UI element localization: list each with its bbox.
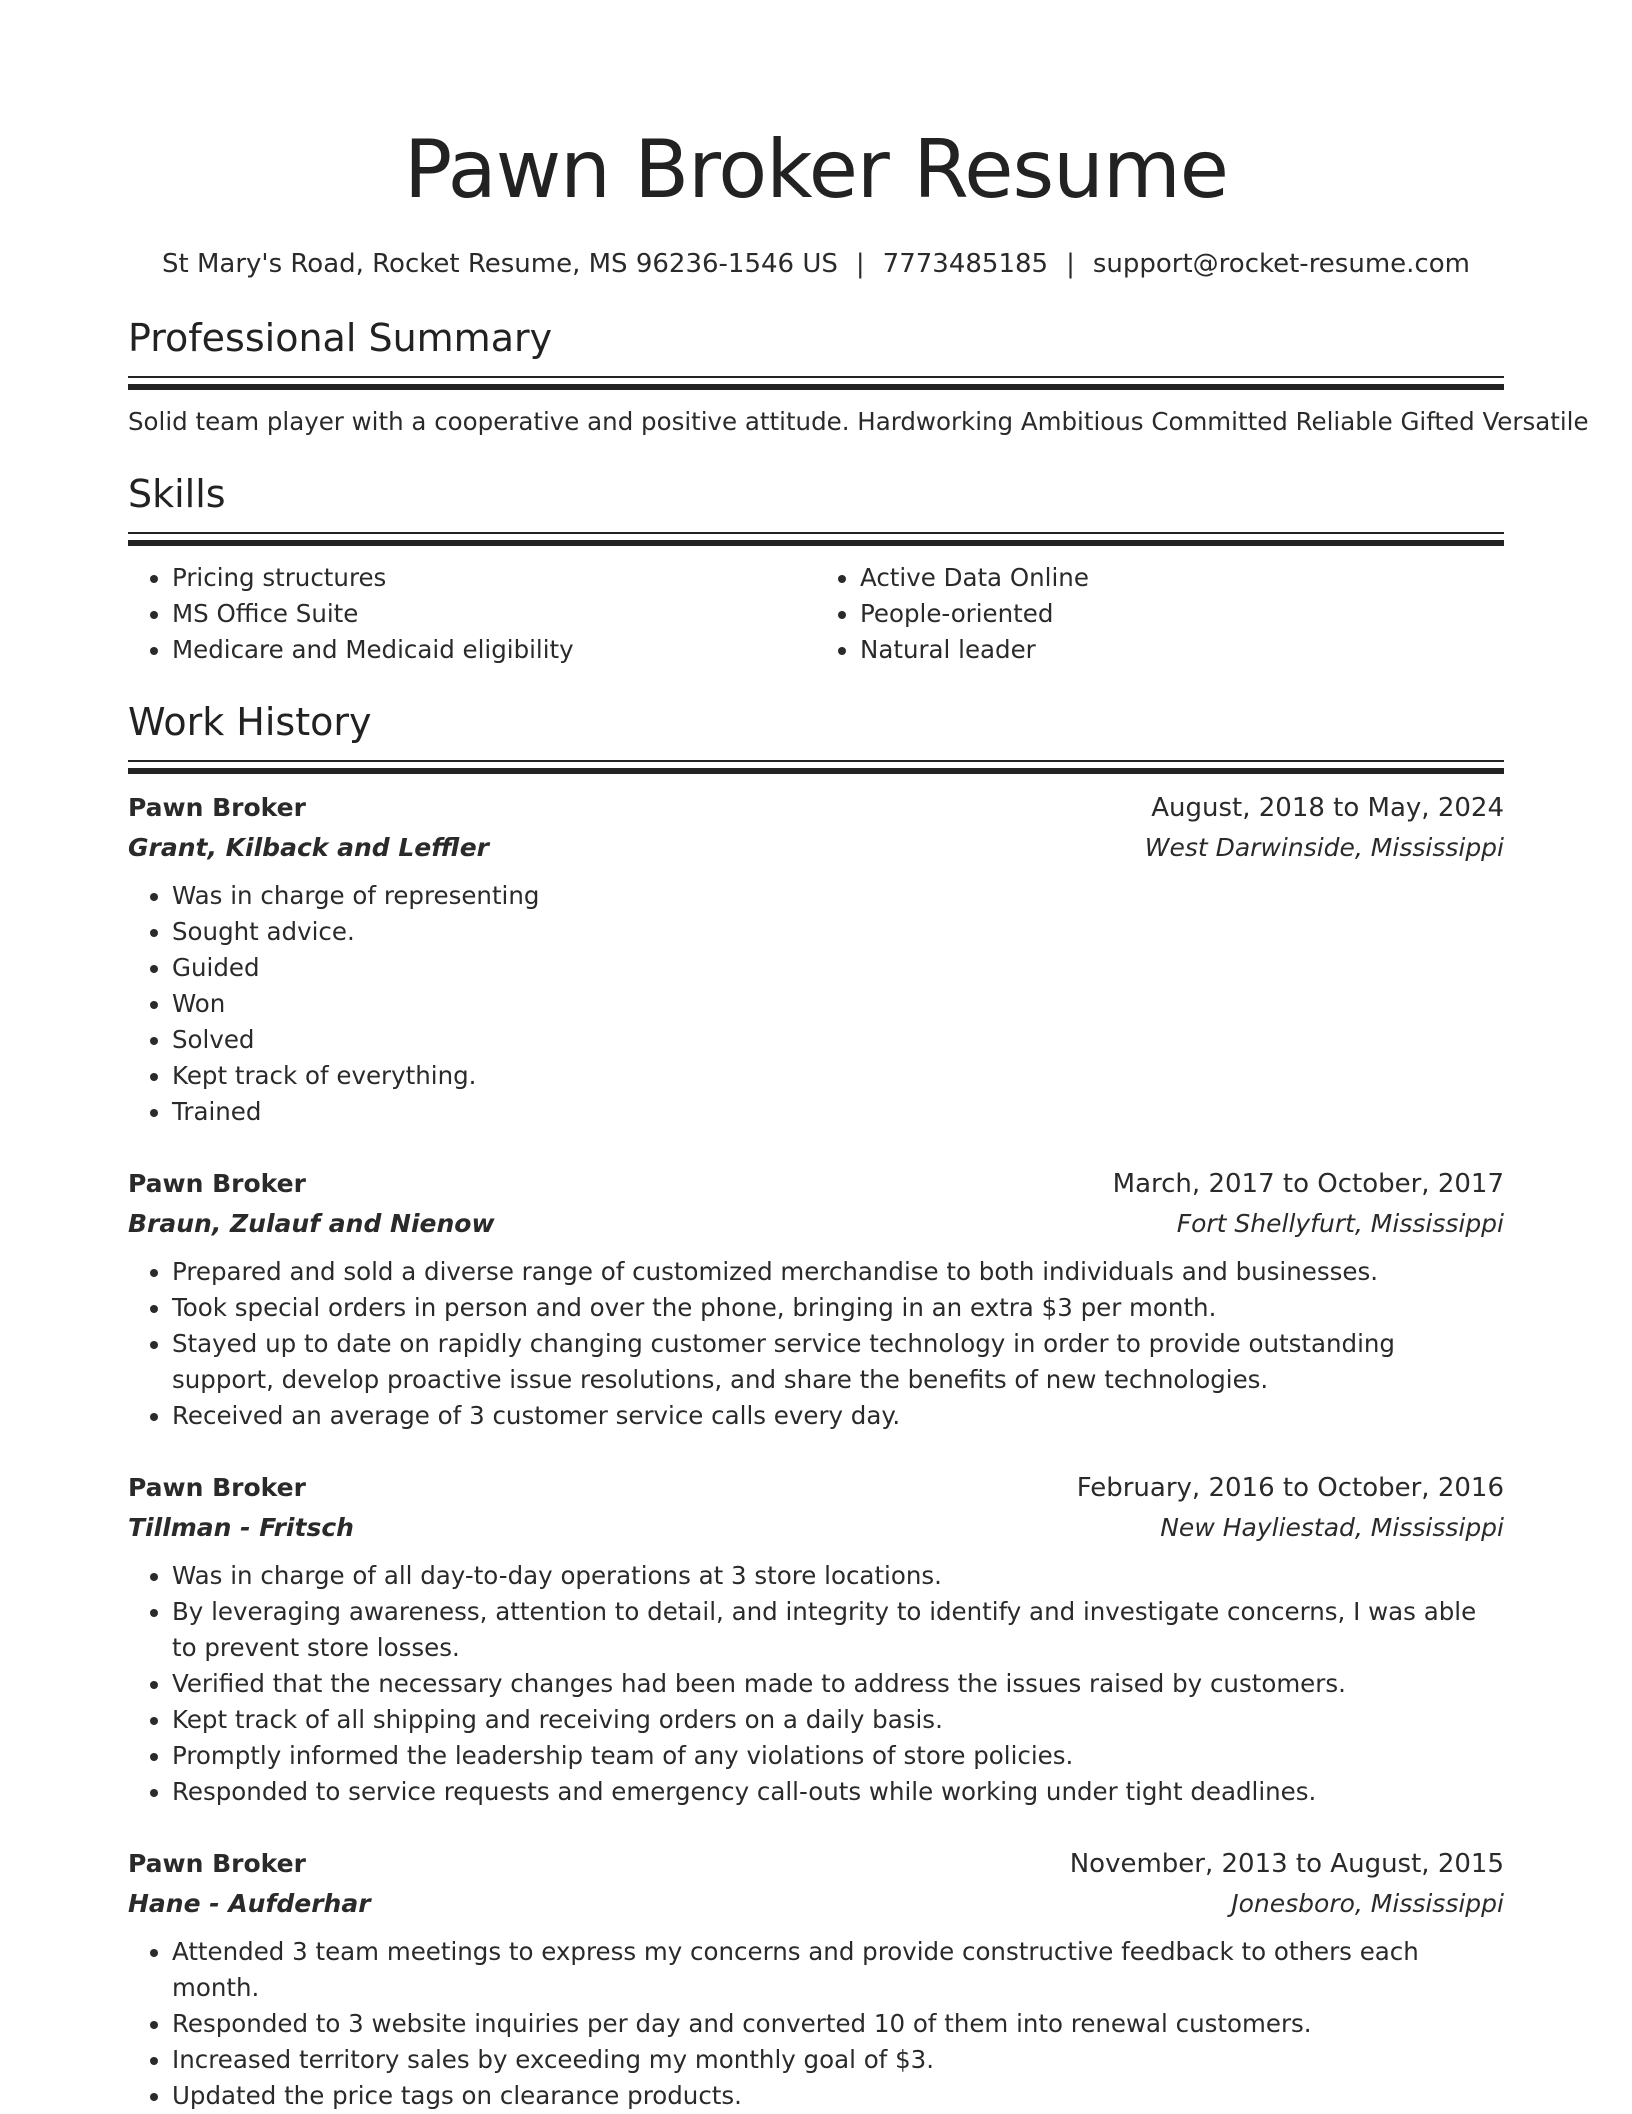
list-item: • Trained	[172, 1094, 1504, 1130]
job-bullets	[128, 1934, 1504, 2114]
list-item: • Took special orders in person and over the phone, bringing in an extra $3 per month.	[172, 1290, 1504, 1326]
job-dates: March, 2017 to October, 2017	[1112, 1169, 1504, 1199]
list-item: • Responded to 3 website inquiries per day and converted 10 of them into renewal customers.	[172, 2006, 1504, 2042]
job-company-row	[128, 1204, 1504, 1244]
list-item: • Medicare and Medicaid eligibility	[172, 632, 816, 668]
skills-heading: Skills	[128, 472, 226, 516]
job-entry	[128, 788, 1504, 1130]
list-item: • Promptly informed the leadership team of any violations of store policies.	[172, 1738, 1504, 1774]
job-location: West Darwinside, Mississippi	[1144, 833, 1504, 862]
list-item: • Increased territory sales by exceeding my monthly goal of $3.	[172, 2042, 1504, 2078]
work-section	[128, 696, 1504, 2114]
list-item: • Pricing structures	[172, 560, 816, 596]
job-company: Grant, Kilback and Leffler	[128, 833, 489, 862]
contact-line	[128, 244, 1504, 284]
job-entry	[128, 1468, 1504, 1810]
job-company: Braun, Zulauf and Nienow	[128, 1209, 495, 1238]
work-heading: Work History	[128, 700, 372, 744]
job-title: Pawn Broker	[128, 1849, 306, 1878]
contact-phone: 7773485185	[882, 249, 1049, 279]
list-item: • Sought advice.	[172, 914, 1504, 950]
job-dates: February, 2016 to October, 2016	[1076, 1473, 1504, 1503]
contact-email: support@rocket-resume.com	[1092, 249, 1470, 279]
job-title: Pawn Broker	[128, 793, 306, 822]
skills-list-left	[128, 560, 816, 668]
job-bullets	[128, 1254, 1504, 1434]
job-dates: November, 2013 to August, 2015	[1069, 1849, 1504, 1879]
section-divider	[128, 376, 1504, 390]
contact-separator: |	[855, 249, 865, 279]
list-item: • Received an average of 3 customer service calls every day.	[172, 1398, 1504, 1434]
list-item: • Updated the price tags on clearance products.	[172, 2078, 1504, 2114]
job-company-row	[128, 1884, 1504, 1924]
job-location: Jonesboro, Mississippi	[1231, 1889, 1504, 1918]
list-item: • Natural leader	[860, 632, 1504, 668]
job-header-row	[128, 788, 1504, 828]
section-divider	[128, 760, 1504, 774]
job-header-row	[128, 1468, 1504, 1508]
list-item: • People-oriented	[860, 596, 1504, 632]
job-title: Pawn Broker	[128, 1473, 306, 1502]
job-dates: August, 2018 to May, 2024	[1151, 793, 1504, 823]
job-company: Tillman - Fritsch	[128, 1513, 354, 1542]
job-bullets	[128, 878, 1504, 1130]
list-item: • Won	[172, 986, 1504, 1022]
job-entry	[128, 1164, 1504, 1434]
contact-separator: |	[1066, 249, 1075, 279]
job-list	[128, 788, 1504, 2114]
list-item: • Kept track of everything.	[172, 1058, 1504, 1094]
job-header-row	[128, 1164, 1504, 1204]
list-item: • By leveraging awareness, attention to detail, and integrity to identify and investigate concerns, I was able to prevent store losses.	[172, 1594, 1504, 1666]
resume-title: Pawn Broker Resume	[404, 123, 1228, 216]
list-item: • Was in charge of all day-to-day operations at 3 store locations.	[172, 1558, 1504, 1594]
job-location: Fort Shellyfurt, Mississippi	[1176, 1209, 1504, 1238]
job-header-row	[128, 1844, 1504, 1884]
list-item: • MS Office Suite	[172, 596, 816, 632]
list-item: • Was in charge of representing	[172, 878, 1504, 914]
job-entry	[128, 1844, 1504, 2114]
list-item: • Prepared and sold a diverse range of customized merchandise to both individuals and businesses.	[172, 1254, 1504, 1290]
list-item: • Kept track of all shipping and receiving orders on a daily basis.	[172, 1702, 1504, 1738]
contact-address: St Mary's Road, Rocket Resume, MS 96236-1546 US	[162, 249, 838, 279]
skills-columns	[128, 560, 1504, 668]
list-item: • Active Data Online	[860, 560, 1504, 596]
summary-section	[128, 312, 1589, 440]
list-item: • Stayed up to date on rapidly changing customer service technology in order to provide outstanding support, develop proactive issue resolutions, and share the benefits of new technologies.	[172, 1326, 1504, 1398]
list-item: • Solved	[172, 1022, 1504, 1058]
skills-section	[128, 468, 1504, 668]
list-item: • Responded to service requests and emergency call-outs while working under tight deadlines.	[172, 1774, 1504, 1810]
job-location: New Hayliestad, Mississippi	[1160, 1513, 1504, 1542]
job-bullets	[128, 1558, 1504, 1810]
list-item: • Guided	[172, 950, 1504, 986]
section-divider	[128, 532, 1504, 546]
job-company-row	[128, 1508, 1504, 1548]
summary-heading: Professional Summary	[128, 316, 553, 360]
job-company-row	[128, 828, 1504, 868]
list-item: • Attended 3 team meetings to express my concerns and provide constructive feedback to others each month.	[172, 1934, 1504, 2006]
list-item: • Verified that the necessary changes had been made to address the issues raised by customers.	[172, 1666, 1504, 1702]
job-company: Hane - Aufderhar	[128, 1889, 371, 1918]
summary-text: Solid team player with a cooperative and positive attitude. Hardworking Ambitious Committed Reliable Gifted Versatile	[128, 407, 1589, 436]
skills-list-right	[816, 560, 1504, 668]
job-title: Pawn Broker	[128, 1169, 306, 1198]
